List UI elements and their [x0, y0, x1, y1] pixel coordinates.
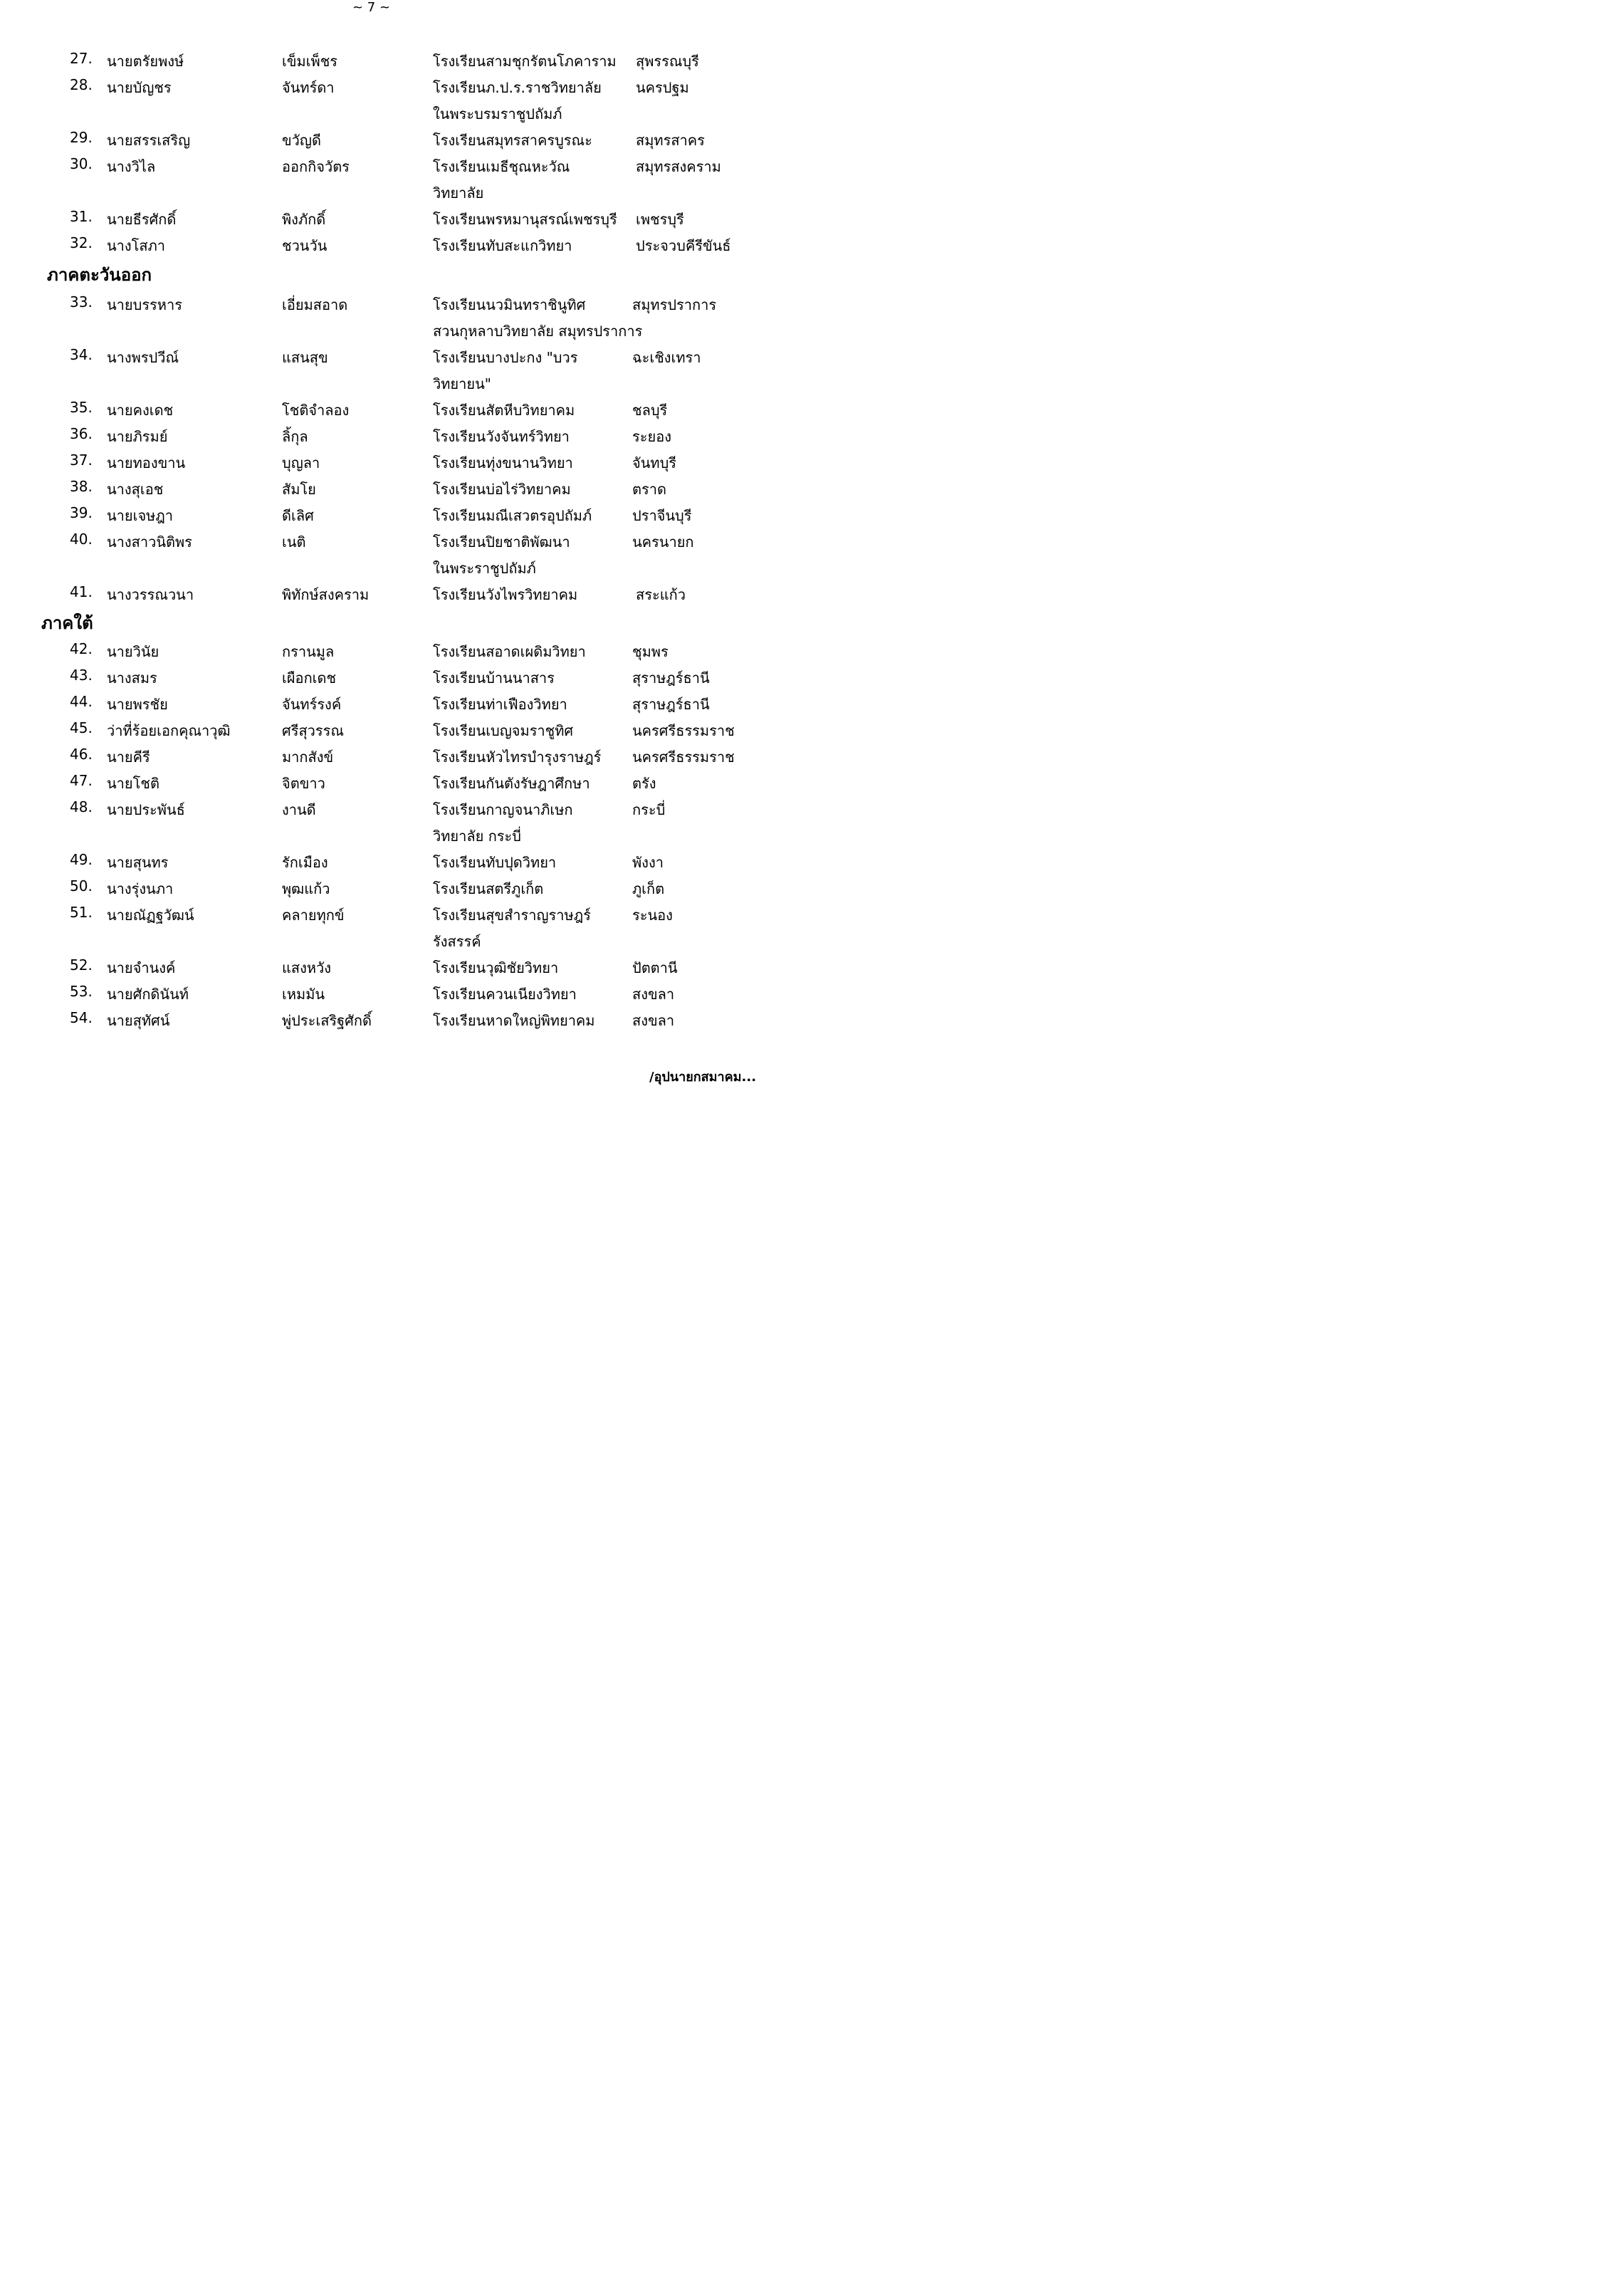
first-name: นายจำนงค์ — [107, 959, 176, 976]
school-name: โรงเรียนท่าเฟืองวิทยา — [433, 696, 567, 713]
table-row — [0, 76, 783, 122]
school-name: โรงเรียนควนเนียงวิทยา — [433, 986, 577, 1003]
school-name: โรงเรียนหัวไทรบำรุงราษฎร์ — [433, 749, 602, 766]
row-number: 42. — [70, 640, 93, 657]
school-name: โรงเรียนบางปะกง "บวร — [433, 349, 578, 366]
last-name: เผือกเดช — [282, 669, 337, 687]
row-number: 28. — [70, 76, 93, 93]
first-name: นายโชติ — [107, 775, 159, 792]
row-number: 27. — [70, 50, 93, 67]
table-row — [0, 1009, 783, 1036]
row-number: 53. — [70, 983, 93, 1000]
first-name: นายภิรมย์ — [107, 428, 168, 445]
table-row — [0, 208, 783, 234]
school-name: โรงเรียนวุฒิชัยวิทยา — [433, 959, 559, 976]
province: สุราษฎร์ธานี — [632, 669, 710, 687]
row-number: 36. — [70, 425, 93, 442]
first-name: นางโสภา — [107, 237, 166, 254]
last-name: พิทักษ์สงคราม — [282, 586, 370, 603]
row-number: 35. — [70, 399, 93, 416]
row-number: 47. — [70, 772, 93, 789]
last-name: งานดี — [282, 801, 316, 818]
first-name: นางวรรณวนา — [107, 586, 194, 603]
section-heading-south: ภาคใต้ — [41, 613, 93, 633]
row-number: 50. — [70, 877, 93, 895]
table-row — [0, 983, 783, 1009]
last-name: ชวนวัน — [282, 237, 328, 254]
table-row — [0, 667, 783, 693]
province: สุราษฎร์ธานี — [632, 696, 710, 713]
province: ปราจีนบุรี — [632, 507, 692, 524]
school-name: โรงเรียนมณีเสวตรอุปถัมภ์ — [433, 507, 592, 524]
school-name: โรงเรียนสอาดเผดิมวิทยา — [433, 643, 586, 660]
last-name: จิตขาว — [282, 775, 325, 792]
school-name: โรงเรียนสตรีภูเก็ต — [433, 880, 544, 897]
first-name: นายประพันธ์ — [107, 801, 185, 818]
province: ชุมพร — [632, 643, 669, 660]
school-name: โรงเรียนทับปุดวิทยา — [433, 854, 557, 871]
last-name: เข็มเพ็ชร — [282, 53, 338, 70]
school-name: โรงเรียนพรหมานุสรณ์เพชรบุรี — [433, 211, 617, 228]
row-number: 41. — [70, 583, 93, 600]
row-number: 32. — [70, 234, 93, 251]
first-name: ว่าที่ร้อยเอกคุณาวุฒิ — [107, 722, 231, 739]
last-name: เอี่ยมสอาด — [282, 296, 348, 313]
province: ปัตตานี — [632, 959, 678, 976]
footer-continuation: /อุปนายกสมาคม... — [649, 1070, 757, 1085]
school-name: โรงเรียนวังจันทร์วิทยา — [433, 428, 570, 445]
table-row — [0, 798, 783, 845]
first-name: นายวินัย — [107, 643, 159, 660]
row-number: 33. — [70, 293, 93, 311]
school-name: โรงเรียนสามชุกรัตนโภคาราม — [433, 53, 617, 70]
last-name: ขวัญดี — [282, 132, 321, 149]
row-number: 39. — [70, 504, 93, 521]
first-name: นางสาวนิติพร — [107, 533, 192, 551]
table-row — [0, 504, 783, 531]
province: นครปฐม — [636, 79, 689, 96]
province: นครนายก — [632, 533, 694, 551]
province: นครศรีธรรมราช — [632, 722, 735, 739]
row-number: 31. — [70, 208, 93, 225]
row-number: 37. — [70, 452, 93, 469]
first-name: นายคีรี — [107, 749, 150, 766]
row-number: 49. — [70, 851, 93, 868]
row-number: 45. — [70, 719, 93, 736]
first-name: นางพรปวีณ์ — [107, 349, 179, 366]
first-name: นายบัญชร — [107, 79, 172, 96]
school-name-continued: ในพระราชูปถัมภ์ — [433, 560, 536, 577]
last-name: ศรีสุวรรณ — [282, 722, 344, 739]
last-name: ลิ้กุล — [282, 428, 308, 445]
first-name: นางสุเอช — [107, 481, 164, 498]
table-row — [0, 425, 783, 452]
province: สมุทรปราการ — [632, 296, 717, 313]
table-row — [0, 956, 783, 983]
last-name: พิงภักดิ์ — [282, 211, 326, 228]
school-name: โรงเรียนทุ่งขนานวิทยา — [433, 454, 573, 471]
school-name: โรงเรียนบ้านนาสาร — [433, 669, 555, 687]
table-row — [0, 293, 783, 340]
last-name: เนติ — [282, 533, 306, 551]
province: ตรัง — [632, 775, 656, 792]
province: เพชรบุรี — [636, 211, 684, 228]
school-name: โรงเรียนวังไพรวิทยาคม — [433, 586, 578, 603]
table-row — [0, 640, 783, 667]
last-name: แสนสุข — [282, 349, 328, 366]
table-row — [0, 129, 783, 155]
last-name: มากสังข์ — [282, 749, 334, 766]
school-name: โรงเรียนปิยชาติพัฒนา — [433, 533, 570, 551]
school-name: โรงเรียนกาญจนาภิเษก — [433, 801, 573, 818]
province: สงขลา — [632, 986, 675, 1003]
province: นครศรีธรรมราช — [632, 749, 735, 766]
row-number: 38. — [70, 478, 93, 495]
row-number: 46. — [70, 746, 93, 763]
province: ระยอง — [632, 428, 671, 445]
page-number: ~ 7 ~ — [352, 0, 391, 15]
first-name: นายคงเดช — [107, 402, 174, 419]
first-name: นายสรรเสริญ — [107, 132, 191, 149]
table-row — [0, 478, 783, 504]
school-name: โรงเรียนสมุทรสาครบูรณะ — [433, 132, 592, 149]
table-row — [0, 234, 783, 261]
province: สระแก้ว — [636, 586, 686, 603]
province: กระบี่ — [632, 801, 666, 818]
first-name: นางวิไล — [107, 158, 156, 175]
row-number: 54. — [70, 1009, 93, 1026]
last-name: พู่ประเสริฐศักดิ์ — [282, 1012, 372, 1029]
province: ระนอง — [632, 907, 673, 924]
last-name: ดีเลิศ — [282, 507, 314, 524]
row-number: 44. — [70, 693, 93, 710]
table-row — [0, 693, 783, 719]
last-name: รักเมือง — [282, 854, 328, 871]
school-name: โรงเรียนหาดใหญ่พิทยาคม — [433, 1012, 595, 1029]
first-name: นายตรัยพงษ์ — [107, 53, 184, 70]
school-name-continued: ในพระบรมราชูปถัมภ์ — [433, 105, 562, 122]
school-name-continued: วิทยาลัย — [433, 184, 484, 202]
table-row — [0, 50, 783, 76]
first-name: นายสุทัศน์ — [107, 1012, 170, 1029]
province: ประจวบคีรีขันธ์ — [636, 237, 731, 254]
school-name: โรงเรียนสัตหีบวิทยาคม — [433, 402, 575, 419]
school-name-continued: วิทยาลัย กระบี่ — [433, 828, 521, 845]
last-name: บุญลา — [282, 454, 320, 471]
first-name: นายณัฏฐวัฒน์ — [107, 907, 194, 924]
school-name: โรงเรียนสุขสำราญราษฎร์ — [433, 907, 591, 924]
province: พังงา — [632, 854, 664, 871]
school-name-continued: สวนกุหลาบวิทยาลัย สมุทรปราการ — [433, 323, 643, 340]
province: สมุทรสาคร — [636, 132, 705, 149]
province: สุพรรณบุรี — [636, 53, 699, 70]
province: ชลบุรี — [632, 402, 668, 419]
section-heading-east: ภาคตะวันออก — [47, 265, 152, 285]
first-name: นายพรชัย — [107, 696, 168, 713]
school-name: โรงเรียนเบญจมราชูทิศ — [433, 722, 574, 739]
first-name: นายบรรหาร — [107, 296, 182, 313]
table-row — [0, 452, 783, 478]
first-name: นายศักดินันท์ — [107, 986, 189, 1003]
school-name-continued: วิทยายน" — [433, 375, 491, 392]
last-name: คลายทุกข์ — [282, 907, 345, 924]
last-name: กรานมูล — [282, 643, 335, 660]
first-name: นางรุ่งนภา — [107, 880, 174, 897]
first-name: นายสุนทร — [107, 854, 169, 871]
row-number: 48. — [70, 798, 93, 815]
last-name: จันทร์รงค์ — [282, 696, 342, 713]
first-name: นายเจษฎา — [107, 507, 174, 524]
school-name: โรงเรียนกันตังรัษฎาศึกษา — [433, 775, 590, 792]
province: สงขลา — [632, 1012, 675, 1029]
row-number: 43. — [70, 667, 93, 684]
province: ฉะเชิงเทรา — [632, 349, 701, 366]
row-number: 51. — [70, 904, 93, 921]
school-name: โรงเรียนบ่อไร่วิทยาคม — [433, 481, 571, 498]
table-row — [0, 719, 783, 746]
row-number: 30. — [70, 155, 93, 172]
table-row — [0, 155, 783, 202]
last-name: แสงหวัง — [282, 959, 332, 976]
table-row — [0, 904, 783, 950]
last-name: เหมมัน — [282, 986, 325, 1003]
first-name: นายธีรศักดิ์ — [107, 211, 177, 228]
last-name: สัมโย — [282, 481, 316, 498]
last-name: พุฒแก้ว — [282, 880, 330, 897]
last-name: โชติจำลอง — [282, 402, 350, 419]
table-row — [0, 346, 783, 392]
school-name-continued: รังสรรค์ — [433, 933, 481, 950]
province: สมุทรสงคราม — [636, 158, 721, 175]
row-number: 34. — [70, 346, 93, 363]
school-name: โรงเรียนนวมินทราชินูทิศ — [433, 296, 586, 313]
table-row — [0, 851, 783, 877]
row-number: 52. — [70, 956, 93, 974]
province: จันทบุรี — [632, 454, 677, 471]
table-row — [0, 877, 783, 904]
table-row — [0, 399, 783, 425]
last-name: ออกกิจวัตร — [282, 158, 350, 175]
school-name: โรงเรียนทับสะแกวิทยา — [433, 237, 572, 254]
first-name: นายทองขาน — [107, 454, 186, 471]
school-name: โรงเรียนภ.ป.ร.ราชวิทยาลัย — [433, 79, 602, 96]
province: ตราด — [632, 481, 666, 498]
last-name: จันทร์ดา — [282, 79, 335, 96]
table-row — [0, 531, 783, 577]
table-row — [0, 772, 783, 798]
province: ภูเก็ต — [632, 880, 665, 897]
school-name: โรงเรียนเมธีชุณหะวัณ — [433, 158, 570, 175]
table-row — [0, 746, 783, 772]
table-row — [0, 583, 783, 610]
first-name: นางสมร — [107, 669, 157, 687]
row-number: 29. — [70, 129, 93, 146]
row-number: 40. — [70, 531, 93, 548]
